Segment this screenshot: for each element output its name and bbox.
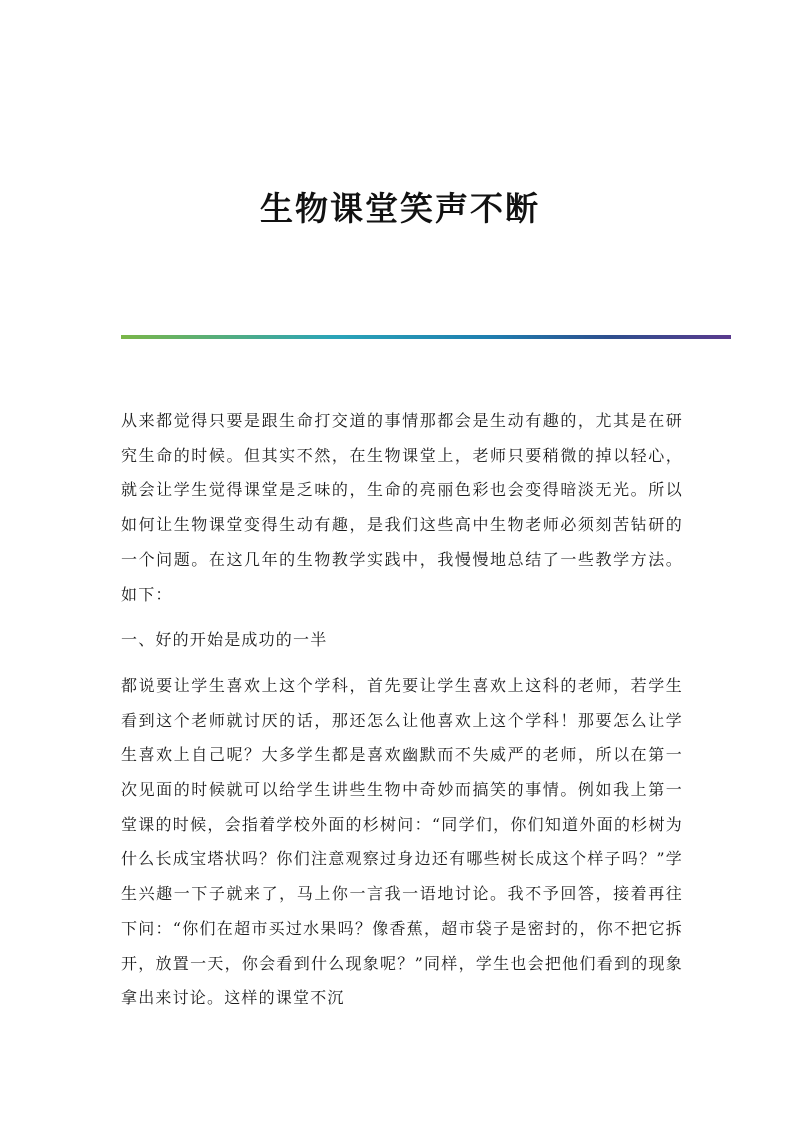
section-paragraph: 都说要让学生喜欢上这个学科，首先要让学生喜欢上这科的老师，若学生看到这个老师就讨厌的话，那还怎么让他喜欢上这个学科！那要怎么让学生喜欢上自己呢？大多学生都是喜欢幽默而不失威严的老师，所以在第一次见面的时候就可以给学生讲些生物中奇妙而搞笑的事情。例如我上第一堂课的时候，会指着学校外面的杉树问：“同学们，你们知道外面的杉树为什么长成宝塔状吗？你们注意观察过身边还有哪些树长成这个样子吗？”学生兴趣一下子就来了，马上你一言我一语地讨论。我不予回答，接着再往下问：“你们在超市买过水果吗？像香蕉，超市袋子是密封的，你不把它拆开，放置一天，你会看到什么现象呢？”同样，学生也会把他们看到的现象拿出来讨论。这样的课堂不沉 — [121, 675, 683, 1008]
section-heading: 一、好的开始是成功的一半 — [121, 630, 328, 650]
intro-paragraph: 从来都觉得只要是跟生命打交道的事情那都会是生动有趣的，尤其是在研究生命的时候。但其实不然，在生物课堂上，老师只要稍微的掉以轻心，就会让学生觉得课堂是乏味的，生命的亮丽色彩也会变得暗淡无光。所以如何让生物课堂变得生动有趣，是我们这些高中生物老师必须刻苦钻研的一个问题。在这几年的生物教学实践中，我慢慢地总结了一些教学方法。如下： — [121, 411, 683, 604]
document-title: 生物课堂笑声不断 — [260, 189, 540, 228]
document-body — [121, 404, 683, 1016]
title-divider — [121, 335, 731, 339]
